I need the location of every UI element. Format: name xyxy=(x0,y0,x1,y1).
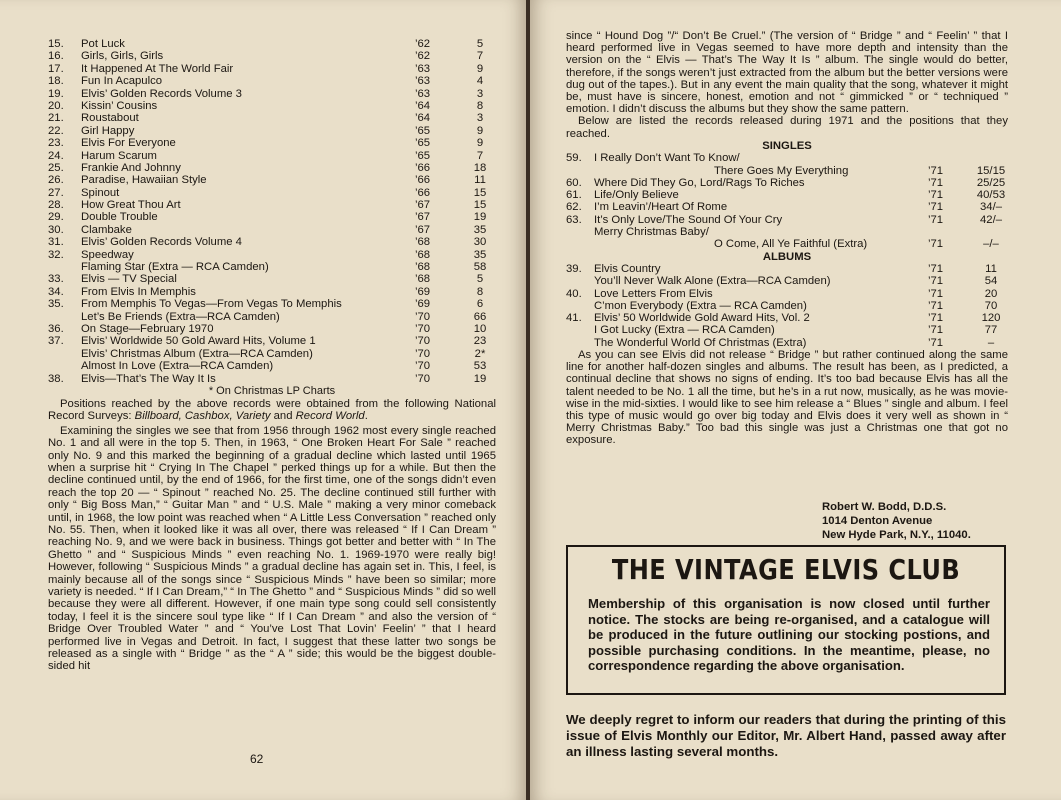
entry-title: Clambake xyxy=(81,223,132,236)
entry-year: ’70 xyxy=(415,335,431,348)
entry-title: Elvis’ Worldwide 50 Gold Award Hits, Volume 1 xyxy=(81,335,316,348)
entry-title: It’s Only Love/The Sound Of Your Cry xyxy=(594,213,783,226)
vintage-elvis-club-box xyxy=(566,545,1006,695)
entry-position: 8 xyxy=(476,285,484,298)
list-row xyxy=(566,226,1008,238)
entry-title: Life/Only Believe xyxy=(594,189,679,202)
list-row xyxy=(48,150,496,162)
list-row xyxy=(566,165,1008,177)
list-row xyxy=(48,63,496,75)
entry-position: 34/– xyxy=(980,201,1002,214)
entry-position: 5 xyxy=(476,273,484,286)
albums-heading: ALBUMS xyxy=(762,250,812,263)
signature-line: Robert W. Bodd, D.D.S. xyxy=(822,501,947,513)
entry-title: Girl Happy xyxy=(81,124,135,137)
left-column xyxy=(48,38,496,673)
list-row xyxy=(566,152,1008,164)
list-row xyxy=(48,273,496,285)
entry-title: There Goes My Everything xyxy=(714,164,849,177)
entry-number: 18. xyxy=(48,75,64,88)
entry-title: Kissin’ Cousins xyxy=(81,99,158,112)
entry-title: Elvis’ 50 Worldwide Gold Award Hits, Vol. 2 xyxy=(594,312,810,325)
entry-year: ’71 xyxy=(928,189,944,202)
list-row xyxy=(48,236,496,248)
entry-number: 26. xyxy=(48,174,64,187)
entry-position: 35 xyxy=(473,248,487,261)
page-number: 62 xyxy=(250,752,264,766)
list-row xyxy=(48,323,496,335)
entry-position: 70 xyxy=(984,299,998,312)
entry-year: ’66 xyxy=(415,174,431,187)
entry-position: 66 xyxy=(473,310,487,323)
list-row xyxy=(48,348,496,360)
records-intro-paragraph: Below are listed the records released during 1971 and the positions that they reached. xyxy=(566,115,1008,140)
entry-position: 53 xyxy=(473,360,487,373)
author-signature xyxy=(822,500,971,542)
entry-title: Elvis—That’s The Way It Is xyxy=(81,372,216,385)
entry-position: 40/53 xyxy=(976,189,1006,202)
entry-position: 10 xyxy=(473,322,487,335)
list-row xyxy=(566,201,1008,213)
entry-number: 15. xyxy=(48,38,64,50)
entry-year: ’63 xyxy=(415,75,431,88)
entry-position: 58 xyxy=(473,261,487,274)
entry-year: ’71 xyxy=(928,324,944,337)
entry-position: 18 xyxy=(473,161,487,174)
singles-heading: SINGLES xyxy=(762,139,812,152)
entry-number: 19. xyxy=(48,87,64,100)
conclusion-paragraph: As you can see Elvis did not release “ Bridge ” but rather continued along the same line for another half-dozen singles and albums. The result has been, as I predicted, a continual decline that shows no signs of ending. It’s too bad because Elvis has all the talent needed to be No. 1 all the time, but he’s in a rut now, musically, as he was movie-wise in the mid-sixties. I would like to see him release a “ Blues ” single and album. I feel this type of music would go over big today and Elvis does it very well as shown in “ Merry Christmas Baby.” Too bad this single was just a Christmas one that got no exposure. xyxy=(566,349,1008,447)
entry-position: 54 xyxy=(984,275,998,288)
entry-year: ’62 xyxy=(415,50,431,63)
entry-year: ’63 xyxy=(415,62,431,75)
list-row xyxy=(566,189,1008,201)
list-row xyxy=(48,199,496,211)
albums-list xyxy=(566,263,1008,349)
singles-list xyxy=(566,152,1008,250)
entry-year: ’67 xyxy=(415,199,431,212)
entry-number: 41. xyxy=(566,312,582,325)
entry-title: You’ll Never Walk Alone (Extra—RCA Camden) xyxy=(594,275,831,288)
list-row xyxy=(48,373,496,385)
singles-analysis-paragraph: Examining the singles we see that from 1956 through 1962 most every single reached No. 1 and all were in the top 5. Then, in 1963, “ One Broken Heart For Sale ” reached only No. 9 and this marked the beginning of a gradual decline which lasted until 1965 when a surprise hit “ Crying In The Chapel ” perked things up for a while. But then the decline continued until, by the end of 1966, for the first time, one of the songs didn’t even reach the top 20 — “ Spinout ” reached No. 25. The decline continued still further with only “ Big Boss Man,” “ Guitar Man ” and “ U.S. Male ” making a very minor comeback until, in 1968, the low point was reached when “ A Little Less Conversation ” reached only No. 55. Then, when it looked like it was all over, there was released “ If I Can Dream ” reaching No. 9, and we were back in business. Things got better and better with “ In The Ghetto ” and “ Suspicious Minds ” even reaching No. 1. 1969-1970 were really big! However, following “ Suspicious Minds ” a gradual decline has again set in. This, I feel, is mainly because all of the songs since “ Suspicious Minds ” have been so similar; more variety is needed. “ If I Can Dream,” “ In The Ghetto ” and “ Suspicious Minds ” did so well because they were all different. However, if one main type song could sell consistently today, I feel it is the sincere soul type like “ If I Can Dream ” and also the version of “ Bridge Over Troubled Water ” and “ You’ve Lost That Lovin’ Feelin’ ” that I heard performed live in Vegas and Detroit. In fact, I suggest that these latter two songs be released as a single with “ Bridge ” as the “ A ” side; this would be the biggest double-sided hit xyxy=(48,424,496,673)
entry-year: ’71 xyxy=(928,312,944,325)
entry-number: 20. xyxy=(48,99,64,112)
entry-title: On Stage—February 1970 xyxy=(81,322,214,335)
entry-number: 28. xyxy=(48,199,64,212)
entry-position: 23 xyxy=(473,335,487,348)
entry-number: 38. xyxy=(48,372,64,385)
entry-title: Elvis’ Golden Records Volume 4 xyxy=(81,236,242,249)
entry-number: 30. xyxy=(48,223,64,236)
entry-position: 7 xyxy=(476,149,484,162)
entry-year: ’71 xyxy=(928,201,944,214)
editor-obituary-notice: We deeply regret to inform our readers that during the printing of this issue of Elvis Monthly our Editor, Mr. Albert Hand, passed away after an illness lasting several months. xyxy=(566,712,1006,759)
entry-title: C’mon Everybody (Extra — RCA Camden) xyxy=(594,299,807,312)
list-row xyxy=(48,112,496,124)
entry-position: 6 xyxy=(476,298,484,311)
entry-year: ’66 xyxy=(415,186,431,199)
entry-number: 32. xyxy=(48,248,64,261)
entry-number: 23. xyxy=(48,137,64,150)
entry-number: 16. xyxy=(48,50,64,63)
entry-number: 61. xyxy=(566,189,582,202)
list-row xyxy=(566,288,1008,300)
list-row xyxy=(48,125,496,137)
entry-number: 39. xyxy=(566,262,582,275)
entry-number: 31. xyxy=(48,236,64,249)
list-row xyxy=(48,211,496,223)
list-row xyxy=(566,177,1008,189)
signature-line: 1014 Denton Avenue xyxy=(822,515,933,527)
entry-title: The Wonderful World Of Christmas (Extra) xyxy=(594,336,807,349)
entry-position: – xyxy=(987,336,995,349)
entry-title: Speedway xyxy=(81,248,134,261)
list-row xyxy=(48,75,496,87)
entry-position: 2* xyxy=(474,347,486,360)
list-row xyxy=(566,214,1008,226)
list-row xyxy=(566,337,1008,349)
entry-position: 3 xyxy=(476,87,484,100)
list-row xyxy=(48,335,496,347)
entry-year: ’65 xyxy=(415,149,431,162)
entry-title: Elvis — TV Special xyxy=(81,273,177,286)
entry-position: 15 xyxy=(473,186,487,199)
entry-number: 25. xyxy=(48,161,64,174)
entry-year: ’64 xyxy=(415,99,431,112)
entry-position: 30 xyxy=(473,236,487,249)
entry-year: ’70 xyxy=(415,347,431,360)
entry-year: ’71 xyxy=(928,275,944,288)
list-row xyxy=(48,311,496,323)
entry-title: Love Letters From Elvis xyxy=(594,287,713,300)
list-row xyxy=(48,187,496,199)
entry-title: It Happened At The World Fair xyxy=(81,62,234,75)
list-row xyxy=(48,360,496,372)
entry-position: –/– xyxy=(983,238,999,251)
entry-position: 3 xyxy=(476,112,484,125)
entry-title: Harum Scarum xyxy=(81,149,157,162)
entry-year: ’71 xyxy=(928,176,944,189)
entry-title: Flaming Star (Extra — RCA Camden) xyxy=(81,261,269,274)
entry-number: 33. xyxy=(48,273,64,286)
list-row xyxy=(566,324,1008,336)
entry-year: ’71 xyxy=(928,164,944,177)
entry-year: ’71 xyxy=(928,238,944,251)
entry-number: 24. xyxy=(48,149,64,162)
christmas-footnote: * On Christmas LP Charts xyxy=(208,384,336,397)
entry-year: ’68 xyxy=(415,236,431,249)
entry-year: ’71 xyxy=(928,336,944,349)
right-column xyxy=(566,30,1008,447)
club-announcement: Membership of this organisation is now closed until further notice. The stocks are being re-organised, and a catalogue will be produced in the future outlining our stocking postions, and possible purchasing conditions. In the meantime, please, no correspondence regarding the above organisation. xyxy=(588,596,990,674)
entry-year: ’62 xyxy=(415,38,431,50)
list-row xyxy=(566,263,1008,275)
entry-title: From Memphis To Vegas—From Vegas To Memphis xyxy=(81,298,342,311)
entry-year: ’71 xyxy=(928,262,944,275)
entry-title: Pot Luck xyxy=(81,38,125,50)
entry-title: Girls, Girls, Girls xyxy=(81,50,164,63)
entry-year: ’67 xyxy=(415,211,431,224)
list-row xyxy=(566,300,1008,312)
entry-year: ’68 xyxy=(415,248,431,261)
entry-title: Double Trouble xyxy=(81,211,158,224)
entry-number: 17. xyxy=(48,62,64,75)
entry-number: 62. xyxy=(566,201,582,214)
entry-position: 19 xyxy=(473,372,487,385)
list-row xyxy=(48,88,496,100)
list-row xyxy=(566,275,1008,287)
continued-paragraph: since “ Hound Dog ”/“ Don’t Be Cruel.” (The version of “ Bridge ” and “ Feelin’ ” that I heard performed live in Vegas seemed to have more depth and intensity than the version on the “ Elvis — That’s The Way It Is ” album. The single would do better, therefore, if the songs weren’t just extracted from the album but the better versions were dug out of the tapes.). But in any event the main quality that the song, whatever it might be, must have is sincere, honest, emotion and not “ gimmicked ” or “ techniqued ” emotion. I didn’t discuss the albums but they show the same pattern. xyxy=(566,30,1008,116)
entry-title: I Got Lucky (Extra — RCA Camden) xyxy=(594,324,775,337)
entry-year: ’70 xyxy=(415,322,431,335)
entry-title: I’m Leavin’/Heart Of Rome xyxy=(594,201,728,214)
entry-position: 4 xyxy=(476,75,484,88)
entry-number: 21. xyxy=(48,112,64,125)
entry-year: ’69 xyxy=(415,285,431,298)
entry-title: Let’s Be Friends (Extra—RCA Camden) xyxy=(81,310,280,323)
entry-year: ’67 xyxy=(415,223,431,236)
entry-position: 120 xyxy=(981,312,1001,325)
entry-year: ’71 xyxy=(928,213,944,226)
entry-position: 42/– xyxy=(980,213,1002,226)
entry-position: 11 xyxy=(474,174,486,187)
entry-year: ’64 xyxy=(415,112,431,125)
entry-number: 29. xyxy=(48,211,64,224)
entry-title: Spinout xyxy=(81,186,120,199)
entry-number: 34. xyxy=(48,285,64,298)
club-title: THE VINTAGE ELVIS CLUB xyxy=(611,553,961,586)
entry-year: ’70 xyxy=(415,360,431,373)
list-row xyxy=(566,312,1008,324)
list-row xyxy=(48,100,496,112)
entry-title: Merry Christmas Baby/ xyxy=(594,226,709,238)
entry-year: ’70 xyxy=(415,310,431,323)
entry-number: 36. xyxy=(48,322,64,335)
entry-year: ’70 xyxy=(415,372,431,385)
entry-position: 9 xyxy=(476,137,484,150)
entry-title: Elvis Country xyxy=(594,262,661,275)
entry-year: ’68 xyxy=(415,261,431,274)
survey-sources-paragraph: Positions reached by the above records were obtained from the following National Record Surveys: Billboard, Cashbox, Variety and Record World. xyxy=(48,397,496,423)
entry-position: 35 xyxy=(473,223,487,236)
entry-number: 60. xyxy=(566,176,582,189)
left-page xyxy=(0,0,526,800)
entry-title: Elvis’ Christmas Album (Extra—RCA Camden) xyxy=(81,347,313,360)
list-row xyxy=(48,249,496,261)
entry-title: I Really Don’t Want To Know/ xyxy=(594,152,740,165)
entry-number: 63. xyxy=(566,213,582,226)
entry-title: Roustabout xyxy=(81,112,139,125)
entry-title: Frankie And Johnny xyxy=(81,161,181,174)
entry-title: From Elvis In Memphis xyxy=(81,285,196,298)
entry-title: How Great Thou Art xyxy=(81,199,181,212)
entry-number: 35. xyxy=(48,298,64,311)
entry-position: 9 xyxy=(476,124,484,137)
list-row xyxy=(48,137,496,149)
list-row xyxy=(48,298,496,310)
entry-title: Paradise, Hawaiian Style xyxy=(81,174,207,187)
chart-positions-list xyxy=(48,38,496,385)
entry-title: Elvis’ Golden Records Volume 3 xyxy=(81,87,242,100)
entry-year: ’71 xyxy=(928,299,944,312)
entry-year: ’66 xyxy=(415,161,431,174)
entry-position: 15 xyxy=(473,199,487,212)
list-row xyxy=(48,162,496,174)
entry-title: Fun In Acapulco xyxy=(81,75,163,88)
list-row xyxy=(48,174,496,186)
list-row xyxy=(566,238,1008,250)
entry-title: Where Did They Go, Lord/Rags To Riches xyxy=(594,176,805,189)
entry-title: O Come, All Ye Faithful (Extra) xyxy=(714,238,868,251)
list-row xyxy=(48,286,496,298)
entry-position: 25/25 xyxy=(976,176,1006,189)
entry-position: 15/15 xyxy=(976,164,1006,177)
entry-position: 8 xyxy=(476,99,484,112)
entry-year: ’63 xyxy=(415,87,431,100)
entry-number: 27. xyxy=(48,186,64,199)
entry-number: 59. xyxy=(566,152,582,165)
entry-position: 11 xyxy=(985,262,997,275)
signature-line: New Hyde Park, N.Y., 11040. xyxy=(822,529,971,541)
entry-year: ’65 xyxy=(415,137,431,150)
list-row xyxy=(48,38,496,50)
entry-position: 7 xyxy=(476,50,484,63)
entry-title: Almost In Love (Extra—RCA Camden) xyxy=(81,360,274,373)
entry-position: 9 xyxy=(476,62,484,75)
entry-position: 19 xyxy=(473,211,487,224)
entry-year: ’68 xyxy=(415,273,431,286)
entry-year: ’65 xyxy=(415,124,431,137)
list-row xyxy=(48,50,496,62)
entry-number: 37. xyxy=(48,335,64,348)
entry-position: 5 xyxy=(476,38,484,50)
list-row xyxy=(48,224,496,236)
entry-title: Elvis For Everyone xyxy=(81,137,176,150)
entry-position: 20 xyxy=(984,287,998,300)
entry-position: 77 xyxy=(984,324,998,337)
entry-number: 22. xyxy=(48,124,64,137)
entry-year: ’71 xyxy=(928,287,944,300)
entry-number: 40. xyxy=(566,287,582,300)
list-row xyxy=(48,261,496,273)
entry-year: ’69 xyxy=(415,298,431,311)
